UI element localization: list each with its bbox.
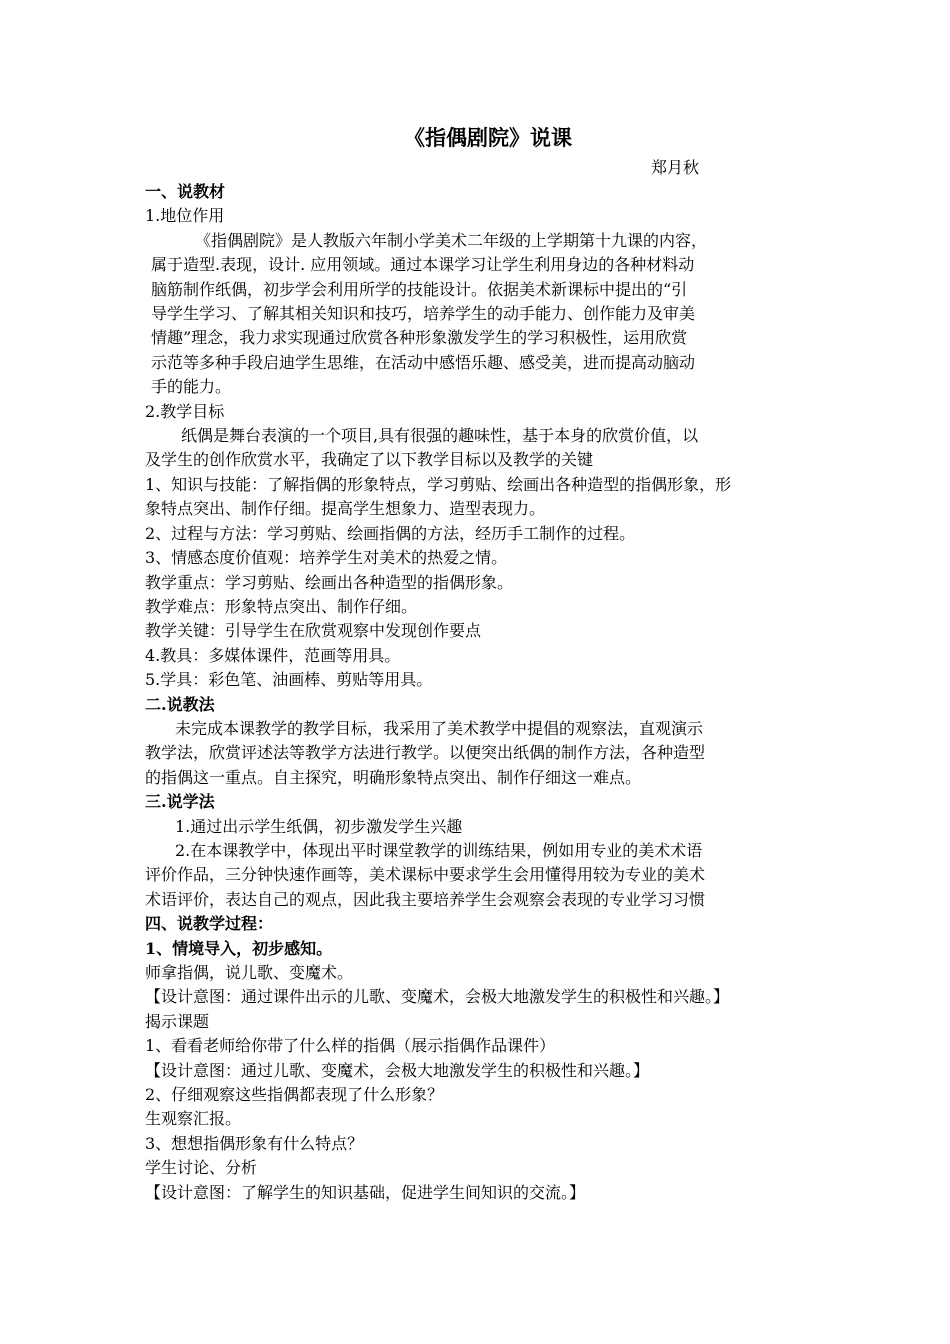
paragraph-line: 纸偶是舞台表演的一个项目,具有很强的趣味性，基于本身的欣赏价值，以: [181, 426, 699, 446]
teaching-difficulty: 教学难点：形象特点突出、制作仔细。: [145, 596, 418, 616]
subheading-role: 1.地位作用: [145, 206, 225, 226]
teaching-key-point: 教学重点：学习剪贴、绘画出各种造型的指偶形象。: [145, 572, 514, 592]
subheading-situation: 1、情境导入，初步感知。: [145, 938, 333, 958]
process-line: 学生讨论、分析: [145, 1158, 258, 1178]
paragraph-line: 评价作品，三分钟快速作画等，美术课标中要求学生会用懂得用较为专业的美术: [145, 865, 706, 885]
process-line: 揭示课题: [145, 1011, 210, 1031]
process-line: 师拿指偶，说儿歌、变魔术。: [145, 963, 354, 982]
paragraph-line: 导学生学习、了解其相关知识和技巧，培养学生的动手能力、创作能力及审美: [151, 304, 696, 324]
document-title: 《指偶剧院》说课: [404, 125, 572, 150]
process-list: [145, 961, 811, 1205]
section-heading-method: 二.说教法: [145, 694, 215, 714]
learning-item-1: 1.通过出示学生纸偶，初步激发学生兴趣: [175, 816, 463, 836]
paragraph-line: 的指偶这一重点。自主探究，明确形象特点突出、制作仔细这一难点。: [145, 767, 642, 787]
goal-process: 2、过程与方法：学习剪贴、绘画指偶的方法，经历手工制作的过程。: [145, 523, 636, 543]
role-paragraph: [145, 229, 811, 400]
learning-item-2: [145, 839, 811, 912]
paragraph-line: 《指偶剧院》是人教版六年制小学美术二年级的上学期第十九课的内容，: [195, 230, 708, 250]
subheading-goals: 2.教学目标: [145, 401, 225, 421]
paragraph-line: 1、知识与技能：了解指偶的形象特点，学习剪贴、绘画出各种造型的指偶形象，形: [145, 474, 732, 494]
section-heading-textbook: 一、说教材: [145, 182, 226, 201]
paragraph-line: 属于造型.表现，设计. 应用领域。通过本课学习让学生利用身边的各种材料动: [151, 255, 695, 275]
paragraph-line: 手的能力。: [151, 377, 232, 397]
teaching-tools: 4.教具：多媒体课件，范画等用具。: [145, 645, 401, 665]
process-line: 3、想想指偶形象有什么特点？: [145, 1133, 364, 1153]
paragraph-line: 情趣”理念，我力求实现通过欣赏各种形象激发学生的学习积极性，运用欣赏: [151, 328, 688, 348]
goals-intro-paragraph: [145, 424, 811, 473]
document-page: [145, 120, 811, 1205]
paragraph-line: 脑筋制作纸偶，初步学会利用所学的技能设计。依据美术新课标中提出的“引: [151, 279, 688, 299]
student-tools: 5.学具：彩色笔、油画棒、剪贴等用具。: [145, 670, 433, 690]
process-line: 【设计意图：通过课件出示的儿歌、变魔术，会极大地激发学生的积极性和兴趣。】: [145, 987, 730, 1007]
paragraph-line: 术语评价，表达自己的观点，因此我主要培养学生会观察会表现的专业学习习惯: [145, 889, 706, 909]
method-paragraph: [145, 717, 811, 790]
process-line: 2、仔细观察这些指偶都表现了什么形象？: [145, 1085, 444, 1105]
paragraph-line: 未完成本课教学的教学目标，我采用了美术教学中提倡的观察法，直观演示: [175, 718, 704, 738]
goal-emotion: 3、情感态度价值观：培养学生对美术的热爱之情。: [145, 548, 508, 568]
paragraph-line: 示范等多种手段启迪学生思维，在活动中感悟乐趣、感受美，进而提高动脑动: [151, 352, 696, 372]
process-line: 【设计意图：了解学生的知识基础，促进学生间知识的交流。】: [145, 1182, 586, 1202]
process-line: 生观察汇报。: [145, 1109, 242, 1129]
paragraph-line: 教学法，欣赏评述法等教学方法进行教学。以便突出纸偶的制作方法，各种造型: [145, 743, 706, 763]
author-name: 郑月秋: [650, 158, 699, 177]
section-heading-process: 四、说教学过程：: [145, 914, 274, 934]
paragraph-line: 及学生的创作欣赏水平，我确定了以下教学目标以及教学的关键: [145, 450, 594, 470]
process-line: 1、看看老师给你带了什么样的指偶（展示指偶作品课件）: [145, 1036, 556, 1056]
process-line: 【设计意图：通过儿歌、变魔术，会极大地激发学生的积极性和兴趣。】: [145, 1060, 650, 1080]
paragraph-line: 2.在本课教学中，体现出平时课堂教学的训练结果，例如用专业的美术术语: [175, 840, 703, 860]
paragraph-line: 象特点突出、制作仔细。提高学生想象力、造型表现力。: [145, 499, 546, 519]
section-heading-learning: 三.说学法: [145, 792, 215, 812]
teaching-key: 教学关键：引导学生在欣赏观察中发现创作要点: [145, 621, 482, 641]
goal-knowledge: [145, 473, 811, 522]
